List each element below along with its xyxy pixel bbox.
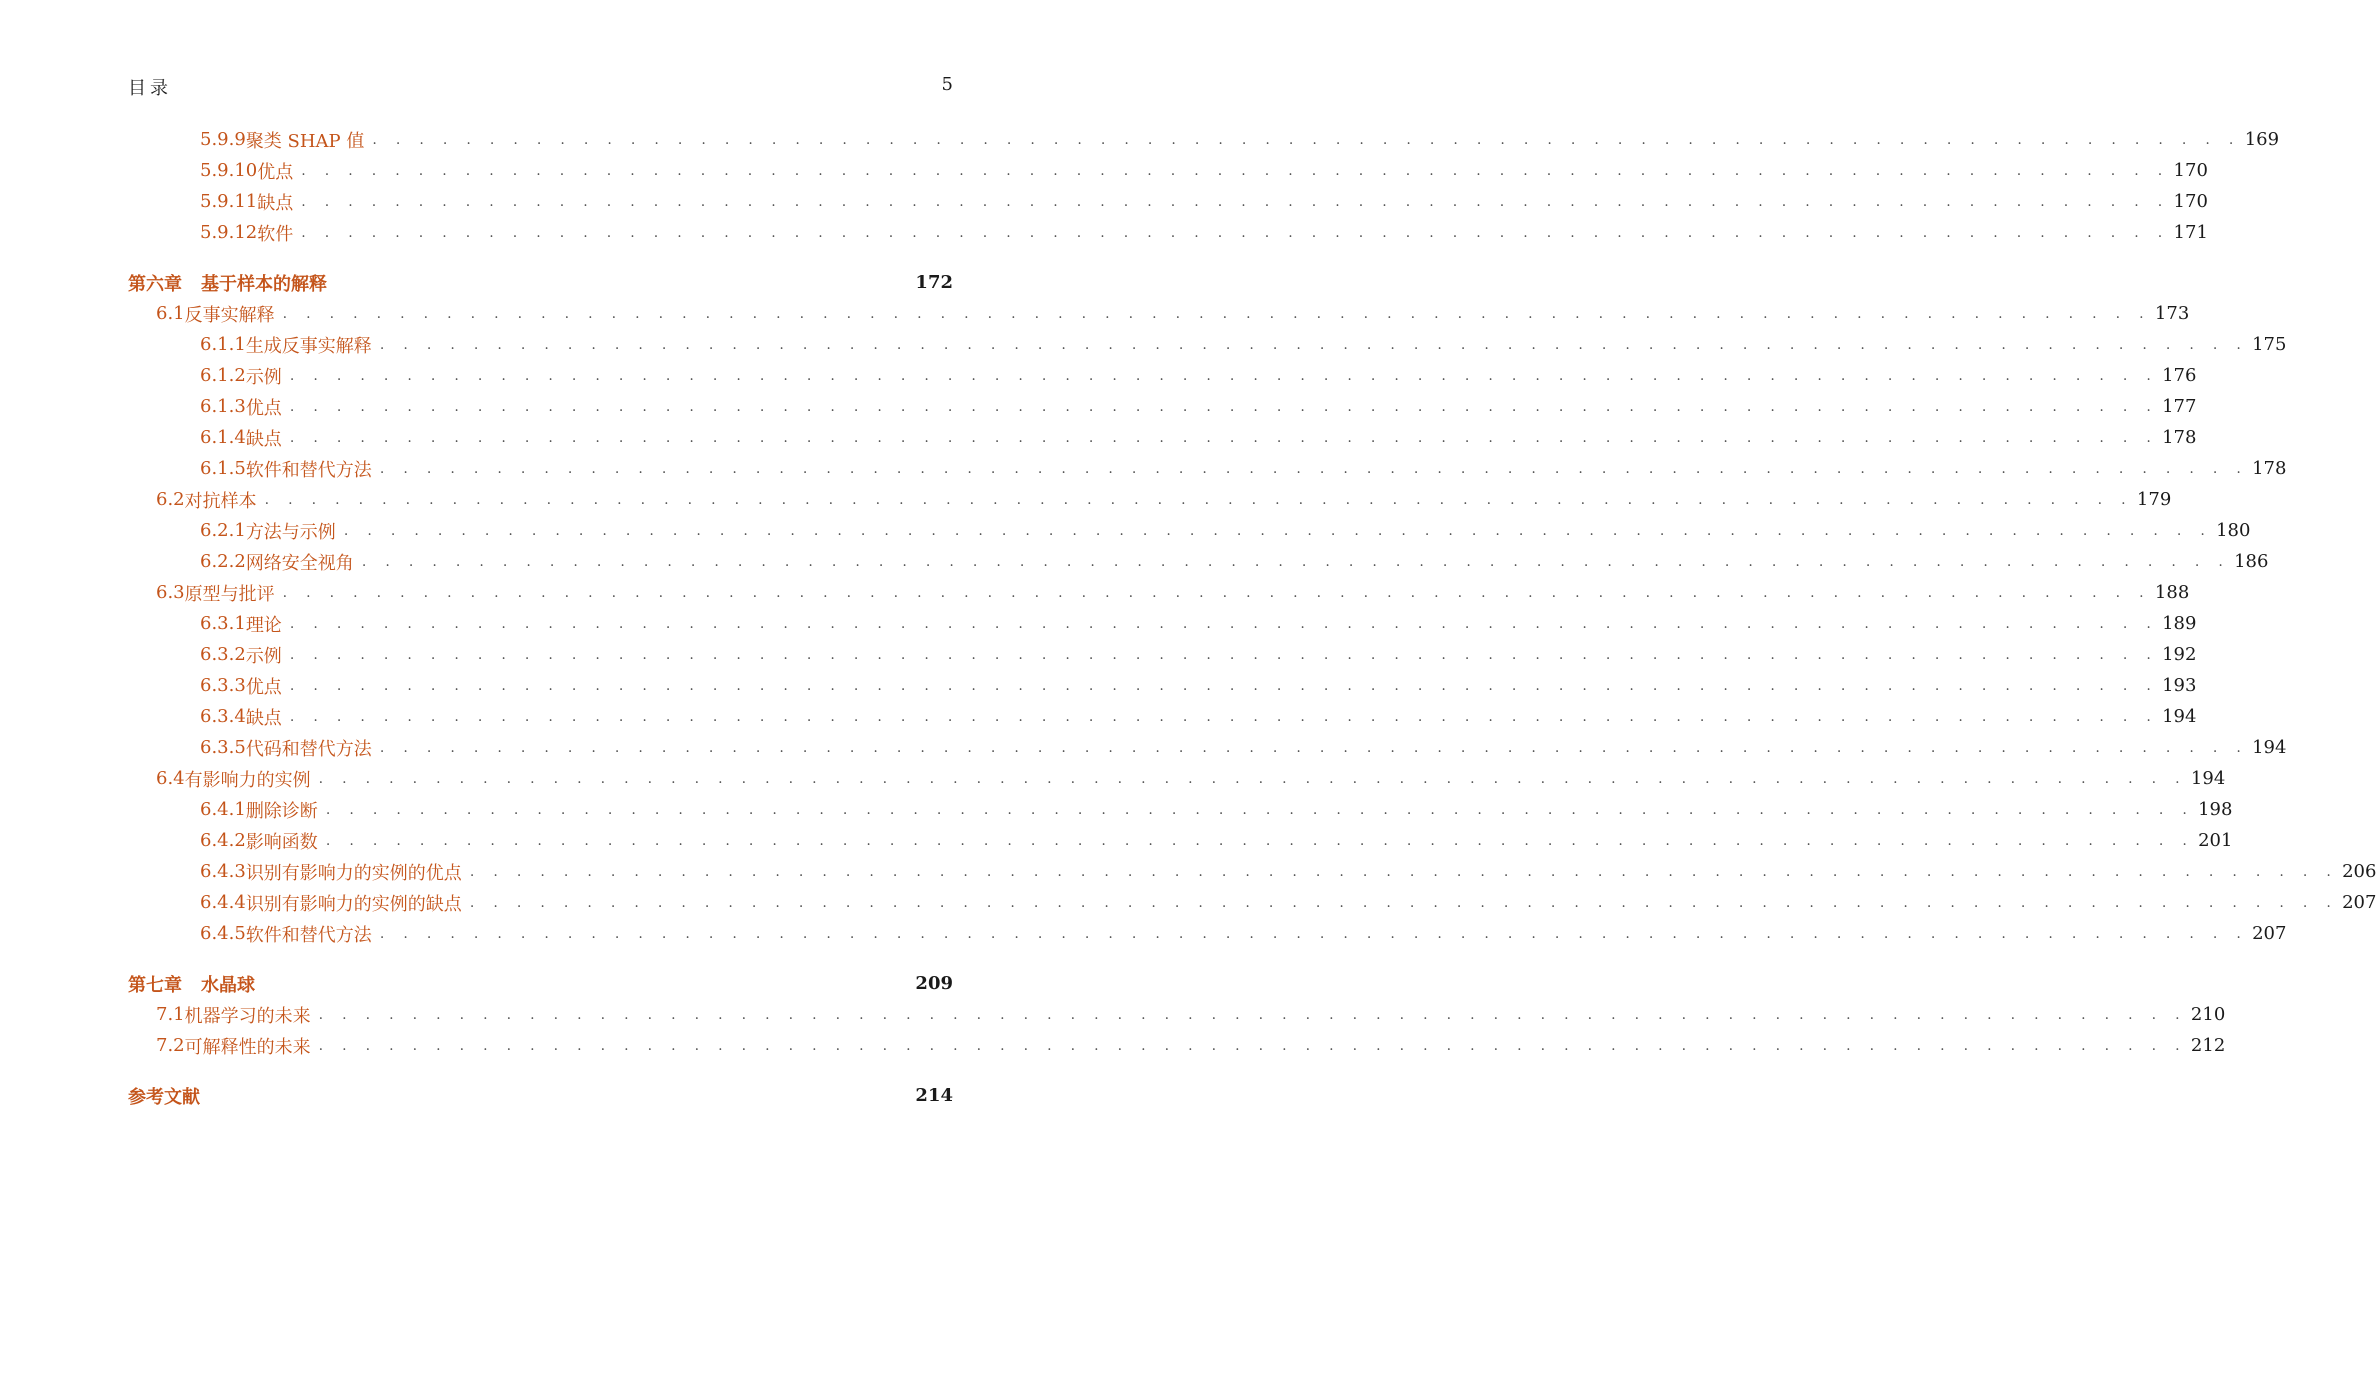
toc-entry-title[interactable]: 软件和替代方法 bbox=[245, 924, 372, 946]
toc-entry-page: 188 bbox=[2154, 582, 2190, 603]
toc-entry-number: 6.1 bbox=[156, 303, 185, 324]
toc-entry-title[interactable]: 示例 bbox=[245, 366, 282, 388]
toc-entry-title[interactable]: 可解释性的未来 bbox=[184, 1036, 311, 1058]
toc-entry-page: 173 bbox=[2154, 303, 2190, 324]
toc-entry[interactable] bbox=[128, 732, 2287, 763]
toc-entry-number: 6.4.3 bbox=[200, 861, 246, 882]
toc-entry-number: 6.3 bbox=[156, 582, 185, 603]
toc-leader-dots: . . . . . . . . . . . . . . . . . . . . . . . . . . . . . . . . . . . . . . . . . . . . . . . . . . . . . . . . . . . . . . . . . . . . . . . . . . . . . . . . bbox=[469, 863, 2339, 880]
toc-entry-title[interactable]: 识别有影响力的实例的缺点 bbox=[245, 893, 462, 915]
toc-entry-page: 186 bbox=[2234, 551, 2269, 572]
toc-entry-title[interactable]: 示例 bbox=[245, 645, 282, 667]
toc-entry-number: 6.4.5 bbox=[200, 923, 246, 944]
toc-leader-dots: . . . . . . . . . . . . . . . . . . . . . . . . . . . . . . . . . . . . . . . . . . . . . . . . . . . . . . . . . . . . . . . . . . . . . . . . . . . . . . . . bbox=[318, 1006, 2187, 1023]
toc-entry-page: 214 bbox=[915, 1085, 953, 1106]
toc-entry-title[interactable]: 原型与批评 bbox=[184, 583, 275, 605]
toc-entry-number: 6.4.4 bbox=[200, 892, 246, 913]
toc-entry-number: 6.4.2 bbox=[200, 830, 246, 851]
toc-entry-title[interactable]: 缺点 bbox=[257, 192, 294, 214]
toc-leader-dots: . . . . . . . . . . . . . . . . . . . . . . . . . . . . . . . . . . . . . . . . . . . . . . . . . . . . . . . . . . . . . . . . . . . . . . . . . . . . . . . . bbox=[361, 553, 2231, 570]
toc-entry[interactable] bbox=[128, 422, 2197, 453]
toc-leader-dots: . . . . . . . . . . . . . . . . . . . . . . . . . . . . . . . . . . . . . . . . . . . . . . . . . . . . . . . . . . . . . . . . . . . . . . . . . . . . . . . . bbox=[301, 224, 2170, 241]
page-number: 5 bbox=[941, 74, 953, 95]
toc-entry-number: 6.2.1 bbox=[200, 520, 246, 541]
toc-entry[interactable] bbox=[128, 186, 2208, 217]
toc-entry-number: 6.1.2 bbox=[200, 365, 246, 386]
toc-entry-page: 170 bbox=[2173, 191, 2208, 212]
toc-entry-page: 198 bbox=[2198, 799, 2233, 820]
toc-entry-number: 6.2.2 bbox=[200, 551, 246, 572]
toc-entry[interactable] bbox=[128, 1030, 2226, 1061]
toc-entry-page: 176 bbox=[2162, 365, 2197, 386]
toc-entry[interactable] bbox=[128, 639, 2197, 670]
toc-entry-title[interactable]: 理论 bbox=[245, 614, 282, 636]
toc-entry[interactable] bbox=[128, 515, 2251, 546]
toc-entry-number: 6.2 bbox=[156, 489, 185, 510]
toc-entry-number: 6.4 bbox=[156, 768, 185, 789]
toc-leader-dots: . . . . . . . . . . . . . . . . . . . . . . . . . . . . . . . . . . . . . . . . . . . . . . . . . . . . . . . . . . . . . . . . . . . . . . . . . . . . . . . . bbox=[379, 460, 2249, 477]
toc-entry-title[interactable]: 对抗样本 bbox=[184, 490, 257, 512]
toc-leader-dots: . . . . . . . . . . . . . . . . . . . . . . . . . . . . . . . . . . . . . . . . . . . . . . . . . . . . . . . . . . . . . . . . . . . . . . . . . . . . . . . . bbox=[379, 925, 2249, 942]
toc-entry-number: 6.3.3 bbox=[200, 675, 246, 696]
toc-leader-dots: . . . . . . . . . . . . . . . . . . . . . . . . . . . . . . . . . . . . . . . . . . . . . . . . . . . . . . . . . . . . . . . . . . . . . . . . . . . . . . . . bbox=[318, 1037, 2187, 1054]
toc-entry-page: 192 bbox=[2162, 644, 2197, 665]
toc-entry-page: 207 bbox=[2252, 923, 2287, 944]
toc-entry-title[interactable]: 方法与示例 bbox=[245, 521, 336, 543]
toc-entry[interactable] bbox=[128, 577, 2190, 608]
toc-entry-number: 5.9.11 bbox=[200, 191, 258, 212]
toc-leader-dots: . . . . . . . . . . . . . . . . . . . . . . . . . . . . . . . . . . . . . . . . . . . . . . . . . . . . . . . . . . . . . . . . . . . . . . . . . . . . . . . . bbox=[289, 367, 2159, 384]
toc-entry-number: 6.1.1 bbox=[200, 334, 246, 355]
toc-entry-number: 6.3.2 bbox=[200, 644, 246, 665]
toc-entry-title[interactable]: 机器学习的未来 bbox=[184, 1005, 311, 1027]
toc-entry-title[interactable]: 聚类 SHAP 值 bbox=[245, 130, 365, 152]
toc-entry-title[interactable]: 影响函数 bbox=[245, 831, 318, 853]
toc-entry[interactable] bbox=[128, 391, 2197, 422]
toc-entry-page: 175 bbox=[2252, 334, 2287, 355]
toc-leader-dots: . . . . . . . . . . . . . . . . . . . . . . . . . . . . . . . . . . . . . . . . . . . . . . . . . . . . . . . . . . . . . . . . . . . . . . . . . . . . . . . . bbox=[289, 615, 2159, 632]
toc-entry[interactable] bbox=[128, 546, 2269, 577]
toc-entry[interactable] bbox=[128, 360, 2197, 391]
toc-entry-title[interactable]: 识别有影响力的实例的优点 bbox=[245, 862, 462, 884]
toc-entry-page: 189 bbox=[2162, 613, 2197, 634]
toc-entry-title[interactable]: 反事实解释 bbox=[184, 304, 275, 326]
toc-leader-dots: . . . . . . . . . . . . . . . . . . . . . . . . . . . . . . . . . . . . . . . . . . . . . . . . . . . . . . . . . . . . . . . . . . . . . . . . . . . . . . . . bbox=[343, 522, 2213, 539]
toc-entry[interactable] bbox=[128, 887, 2376, 918]
toc-entry-title[interactable]: 基于样本的解释 bbox=[201, 273, 327, 295]
toc-entry-number: 7.2 bbox=[156, 1035, 185, 1056]
toc-entry[interactable] bbox=[128, 825, 2233, 856]
toc-entry[interactable] bbox=[128, 124, 2280, 155]
toc-entry-number: 6.3.4 bbox=[200, 706, 246, 727]
toc-entry-page: 212 bbox=[2190, 1035, 2226, 1056]
toc-entry-page: 207 bbox=[2342, 892, 2376, 913]
toc-entry[interactable] bbox=[128, 856, 2376, 887]
toc-entry-number: 6.1.4 bbox=[200, 427, 246, 448]
toc-entry-title[interactable]: 生成反事实解释 bbox=[245, 335, 372, 357]
toc-entry-page: 178 bbox=[2252, 458, 2287, 479]
toc-leader-dots: . . . . . . . . . . . . . . . . . . . . . . . . . . . . . . . . . . . . . . . . . . . . . . . . . . . . . . . . . . . . . . . . . . . . . . . . . . . . . . . . bbox=[289, 677, 2159, 694]
toc-entry-page: 209 bbox=[915, 973, 953, 994]
toc-leader-dots: . . . . . . . . . . . . . . . . . . . . . . . . . . . . . . . . . . . . . . . . . . . . . . . . . . . . . . . . . . . . . . . . . . . . . . . . . . . . . . . . bbox=[469, 894, 2339, 911]
toc-entry[interactable] bbox=[128, 484, 2172, 515]
toc-leader-dots: . . . . . . . . . . . . . . . . . . . . . . . . . . . . . . . . . . . . . . . . . . . . . . . . . . . . . . . . . . . . . . . . . . . . . . . . . . . . . . . . bbox=[264, 491, 2133, 508]
toc-entry[interactable] bbox=[128, 608, 2197, 639]
toc-entry-page: 194 bbox=[2252, 737, 2287, 758]
toc-entry-number: 6.1.3 bbox=[200, 396, 246, 417]
toc-chapter-entry[interactable] bbox=[128, 1080, 953, 1111]
toc-leader-dots: . . . . . . . . . . . . . . . . . . . . . . . . . . . . . . . . . . . . . . . . . . . . . . . . . . . . . . . . . . . . . . . . . . . . . . . . . . . . . . . . bbox=[282, 584, 2151, 601]
toc-entry-number: 6.4.1 bbox=[200, 799, 246, 820]
toc-entry-title[interactable]: 水晶球 bbox=[201, 974, 255, 996]
toc-chapter-entry[interactable] bbox=[128, 968, 953, 999]
toc-entry-number: 5.9.9 bbox=[200, 129, 246, 150]
toc-entry-number: 6.3.5 bbox=[200, 737, 246, 758]
toc-entry-title[interactable]: 软件 bbox=[257, 223, 294, 245]
toc-entry-title[interactable]: 优点 bbox=[245, 397, 282, 419]
toc-entry-page: 201 bbox=[2198, 830, 2233, 851]
toc-entry[interactable] bbox=[128, 453, 2287, 484]
toc-entry-title[interactable]: 优点 bbox=[257, 161, 294, 183]
toc-entry-page: 180 bbox=[2216, 520, 2251, 541]
toc-entry-number: 6.1.5 bbox=[200, 458, 246, 479]
toc-entry[interactable] bbox=[128, 918, 2287, 949]
toc-leader-dots: . . . . . . . . . . . . . . . . . . . . . . . . . . . . . . . . . . . . . . . . . . . . . . . . . . . . . . . . . . . . . . . . . . . . . . . . . . . . . . . . bbox=[379, 739, 2249, 756]
toc-entry-title[interactable]: 网络安全视角 bbox=[245, 552, 354, 574]
toc-leader-dots: . . . . . . . . . . . . . . . . . . . . . . . . . . . . . . . . . . . . . . . . . . . . . . . . . . . . . . . . . . . . . . . . . . . . . . . . . . . . . . . . bbox=[301, 162, 2170, 179]
toc-entry-title[interactable]: 缺点 bbox=[245, 707, 282, 729]
running-header-title: 目录 bbox=[128, 78, 172, 99]
toc-leader-dots: . . . . . . . . . . . . . . . . . . . . . . . . . . . . . . . . . . . . . . . . . . . . . . . . . . . . . . . . . . . . . . . . . . . . . . . . . . . . . . . . bbox=[289, 708, 2159, 725]
toc-entry[interactable] bbox=[128, 329, 2287, 360]
toc-entry-title[interactable]: 代码和替代方法 bbox=[245, 738, 372, 760]
toc-leader-dots: . . . . . . . . . . . . . . . . . . . . . . . . . . . . . . . . . . . . . . . . . . . . . . . . . . . . . . . . . . . . . . . . . . . . . . . . . . . . . . . . bbox=[301, 193, 2170, 210]
toc-leader-dots: . . . . . . . . . . . . . . . . . . . . . . . . . . . . . . . . . . . . . . . . . . . . . . . . . . . . . . . . . . . . . . . . . . . . . . . . . . . . . . . . bbox=[289, 646, 2159, 663]
toc-entry[interactable] bbox=[128, 999, 2226, 1030]
toc-entry-number: 7.1 bbox=[156, 1004, 185, 1025]
toc-entry[interactable] bbox=[128, 217, 2208, 248]
toc-entry-page: 193 bbox=[2162, 675, 2197, 696]
toc-entry-number: 6.3.1 bbox=[200, 613, 246, 634]
toc-entry-page: 177 bbox=[2162, 396, 2197, 417]
toc-entry-page: 170 bbox=[2173, 160, 2208, 181]
toc-leader-dots: . . . . . . . . . . . . . . . . . . . . . . . . . . . . . . . . . . . . . . . . . . . . . . . . . . . . . . . . . . . . . . . . . . . . . . . . . . . . . . . . bbox=[325, 801, 2195, 818]
toc-entry-number: 第六章 bbox=[128, 273, 182, 295]
toc-entry-title[interactable]: 有影响力的实例 bbox=[184, 769, 311, 791]
toc-entry-page: 194 bbox=[2190, 768, 2226, 789]
toc-chapter-entry[interactable] bbox=[128, 267, 953, 298]
toc-entry-title[interactable]: 删除诊断 bbox=[245, 800, 318, 822]
toc-entry-title[interactable]: 优点 bbox=[245, 676, 282, 698]
toc-leader-dots: . . . . . . . . . . . . . . . . . . . . . . . . . . . . . . . . . . . . . . . . . . . . . . . . . . . . . . . . . . . . . . . . . . . . . . . . . . . . . . . . bbox=[289, 429, 2159, 446]
toc-leader-dots: . . . . . . . . . . . . . . . . . . . . . . . . . . . . . . . . . . . . . . . . . . . . . . . . . . . . . . . . . . . . . . . . . . . . . . . . . . . . . . . . bbox=[318, 770, 2187, 787]
toc-entry-page: 210 bbox=[2190, 1004, 2226, 1025]
toc-entry[interactable] bbox=[128, 794, 2233, 825]
toc-entry-page: 171 bbox=[2173, 222, 2208, 243]
toc-entry[interactable] bbox=[128, 670, 2197, 701]
toc-leader-dots: . . . . . . . . . . . . . . . . . . . . . . . . . . . . . . . . . . . . . . . . . . . . . . . . . . . . . . . . . . . . . . . . . . . . . . . . . . . . . . . . bbox=[325, 832, 2195, 849]
toc-leader-dots: . . . . . . . . . . . . . . . . . . . . . . . . . . . . . . . . . . . . . . . . . . . . . . . . . . . . . . . . . . . . . . . . . . . . . . . . . . . . . . . . bbox=[372, 131, 2241, 148]
toc-entry-page: 172 bbox=[915, 272, 953, 293]
toc-entry[interactable] bbox=[128, 763, 2226, 794]
toc-entry-number: 第七章 bbox=[128, 974, 182, 996]
toc-leader-dots: . . . . . . . . . . . . . . . . . . . . . . . . . . . . . . . . . . . . . . . . . . . . . . . . . . . . . . . . . . . . . . . . . . . . . . . . . . . . . . . . bbox=[282, 305, 2151, 322]
toc-entry[interactable] bbox=[128, 155, 2208, 186]
toc-entry[interactable] bbox=[128, 701, 2197, 732]
toc-entry-page: 206 bbox=[2342, 861, 2376, 882]
toc-entry-page: 178 bbox=[2162, 427, 2197, 448]
toc-entry-page: 194 bbox=[2162, 706, 2197, 727]
toc-entry-title[interactable]: 参考文献 bbox=[128, 1086, 200, 1108]
toc-leader-dots: . . . . . . . . . . . . . . . . . . . . . . . . . . . . . . . . . . . . . . . . . . . . . . . . . . . . . . . . . . . . . . . . . . . . . . . . . . . . . . . . bbox=[379, 336, 2249, 353]
toc-entry-title[interactable]: 软件和替代方法 bbox=[245, 459, 372, 481]
toc-entry-page: 169 bbox=[2244, 129, 2280, 150]
toc-entry-title[interactable]: 缺点 bbox=[245, 428, 282, 450]
toc-entry-page: 179 bbox=[2136, 489, 2172, 510]
toc-leader-dots: . . . . . . . . . . . . . . . . . . . . . . . . . . . . . . . . . . . . . . . . . . . . . . . . . . . . . . . . . . . . . . . . . . . . . . . . . . . . . . . . bbox=[289, 398, 2159, 415]
toc-entry-number: 5.9.12 bbox=[200, 222, 258, 243]
table-of-contents bbox=[128, 124, 2376, 1111]
toc-entry[interactable] bbox=[128, 298, 2190, 329]
toc-entry-number: 5.9.10 bbox=[200, 160, 258, 181]
